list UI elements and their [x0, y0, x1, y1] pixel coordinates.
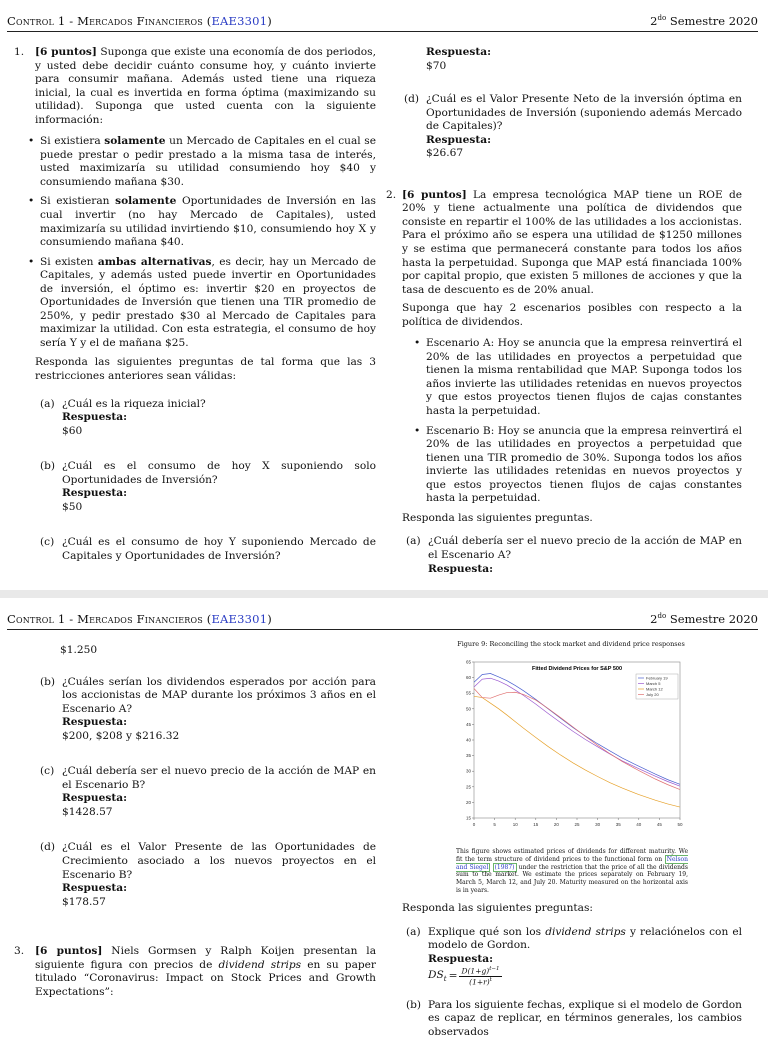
answer-value: $60	[62, 424, 83, 437]
sub-question-c: (c) ¿Cuál es el consumo de hoy Y suponiendo Mercado de Capitales y Oportunidades de Inversión?	[40, 536, 376, 562]
course-title: Control 1 - Mercados Financieros (EAE3301)	[7, 14, 272, 28]
y-tick-label: 35	[465, 753, 471, 759]
y-tick-label: 50	[465, 706, 471, 712]
y-tick-label: 40	[465, 737, 471, 743]
assumption-list	[28, 135, 376, 350]
figure-caption: Figure 9: Reconciling the stock market and dividend price responses	[457, 640, 685, 648]
x-tick-label: 40	[636, 822, 642, 827]
answer-value: $200, $208 y $216.32	[62, 729, 180, 742]
legend-label: February 19	[646, 675, 668, 681]
sub-question-b: (b) Para los siguiente fechas, explique si el modelo de Gordon es capaz de replicar, en términos generales, los cambios observados	[406, 998, 742, 1038]
answer-value: $70	[426, 59, 447, 72]
question-number: 2.	[386, 188, 397, 201]
y-tick-label: 15	[465, 815, 471, 821]
x-tick-label: 30	[595, 822, 601, 827]
instructions: Responda las siguientes preguntas de tal forma que las 3 restricciones anteriores sean válidas:	[35, 356, 376, 383]
y-tick-label: 55	[465, 690, 471, 696]
right-column-2	[386, 902, 742, 1039]
answer-value: $50	[62, 500, 83, 513]
sub-question-d: (d) ¿Cuál es el Valor Presente de las Oportunidades de Crecimiento asociado a los nuevos proyectos en el Escenario B? Respuesta: $178.57	[40, 841, 376, 908]
question-intro: [6 puntos] La empresa tecnológica MAP tiene un ROE de 20% y tiene actualmente una política de dividendos que consiste en repartir el 100% de las utilidades a los accionistas. Para el próximo año se espera una utilidad de $1250 millones y se estima que permanecerá constante para todos los años hasta la perpetuidad. Suponga que MAP está financiada 100% por capital propio, que existen 5 millones de acciones y que la tasa de descuento es de 20% anual.	[402, 188, 742, 296]
sub-question-b: (b) ¿Cuál es el consumo de hoy X suponiendo solo Oportunidades de Inversión? Respuesta: $50	[40, 460, 376, 513]
y-tick-label: 65	[465, 659, 471, 665]
semester-label: $2^{do}$ Semestre 2020	[650, 14, 758, 28]
dividend-prices-chart	[452, 654, 688, 832]
list-item: • Si existieran solamente Oportunidades de Inversión en las cual invertir (no hay Mercado de Capitales), usted maximizaría su utilidad invirtiendo $10, consumiendo hoy X y consumiendo mañana $40.	[28, 195, 376, 249]
legend-label: March 5	[646, 681, 661, 686]
list-item: • Escenario B: Hoy se anuncia que la empresa reinvertirá el 20% de las utilidades en proyectos a perpetuidad que tienen una TIR promedio de 30%. Suponga todos los años invierte las utilidades retenidas en nuevos proyectos y que estos proyectos tienen flujos de cajas constantes hasta la perpetuidad.	[414, 425, 742, 506]
page-2	[0, 598, 768, 1038]
x-tick-label: 20	[553, 822, 559, 827]
citation-link[interactable]: Nelson and Siegel	[456, 855, 688, 871]
list-item: • Si existiera solamente un Mercado de Capitales en el cual se puede prestar o pedir prestado a la misma tasa de interés, usted maximizaría su utilidad consumiendo hoy $40 y consumiendo mañana $30.	[28, 135, 376, 189]
y-tick-label: 25	[465, 784, 471, 790]
x-tick-label: 15	[533, 822, 539, 827]
scenario-list	[414, 337, 742, 506]
x-tick-label: 45	[656, 822, 662, 827]
legend-label: March 12	[646, 686, 663, 692]
sub-question-a: (a) ¿Cuál debería ser el nuevo precio de la acción de MAP en el Escenario A? Respuesta:	[406, 535, 742, 575]
question-number: 1.	[14, 46, 25, 58]
sub-question-a: (a) ¿Cuál es la riqueza inicial? Respuesta: $60	[40, 398, 376, 439]
sub-question-a: (a) Explique qué son los dividend strips y relaciónelos con el modelo de Gordon. Respuesta: $DS_t$ = $\frac{D(1+g)^{t-1}}{(1+r)^t}$	[406, 925, 743, 987]
answer-value: $178.57	[62, 895, 106, 908]
course-code-link[interactable]: EAE3301	[211, 14, 268, 28]
semester-label: $2^{do}$ Semestre 2020	[650, 612, 758, 626]
question-intro: [6 puntos] Suponga que existe una economía de dos periodos, y usted debe decidir cuánto consume hoy, y cuánto invierte para consumir mañana. Además usted tiene una riqueza inicial, la cual es invertida en forma óptima (maximizando su utilidad). Suponga que usted cuenta con la siguiente información:	[35, 46, 376, 126]
page-header	[7, 612, 758, 630]
question-intro: [6 puntos] Niels Gormsen y Ralph Koijen presentan la siguiente figura con precios de dividend strips en su paper titulado “Coronavirus: Impact on Stock Prices and Growth Expectations”:	[35, 945, 377, 998]
answer-value: $1428.57	[62, 805, 113, 818]
course-code-link[interactable]: EAE3301	[211, 612, 268, 626]
left-column-2	[14, 644, 376, 999]
right-column-1	[386, 46, 742, 576]
x-tick-label: 50	[677, 822, 683, 827]
figure	[456, 640, 686, 648]
chart-title: Fitted Dividend Prices for S&P 500	[531, 666, 623, 672]
citation-year-link[interactable]: (1987)	[494, 863, 515, 871]
page-header	[7, 14, 758, 32]
answer-value: $26.67	[426, 147, 464, 160]
x-tick-label: 25	[574, 822, 580, 827]
instructions: Responda las siguientes preguntas:	[402, 902, 593, 914]
answer-c-continued: Respuesta: $70	[426, 46, 742, 73]
sub-question-b: (b) ¿Cuáles serían los dividendos esperados por acción para los accionistas de MAP durante los próximos 3 años en el Escenario A? Respuesta: $200, $208 y $216.32	[40, 675, 376, 742]
list-item: • Escenario A: Hoy se anuncia que la empresa reinvertirá el 20% de las utilidades en proyectos a perpetuidad que tienen la misma rentabilidad que MAP. Suponga todos los años invierte las utilidades retenidas en nuevos proyectos y que estos proyectos tienen flujos de cajas constantes hasta la perpetuidad.	[414, 337, 742, 418]
instructions: Responda las siguientes preguntas.	[402, 511, 593, 524]
formula: $DS_t$ = $\frac{D(1+g)^{t-1}}{(1+r)^t}$	[428, 966, 500, 987]
figure-note: This figure shows estimated prices of dividends for different maturity. We fit the term structure of dividend prices to the functional form on Nelson and Siegel (1987) under the restriction that the price of all the dividends sum to the market. We estimate the prices separately on February 19, March 5, March 12, and July 20. Maturity measured on the horizontal axis is in years.	[456, 848, 688, 894]
question-3	[14, 945, 376, 999]
course-title: Control 1 - Mercados Financieros (EAE3301)	[7, 612, 272, 626]
sub-question-d: (d) ¿Cuál es el Valor Presente Neto de la inversión óptima en Oportunidades de Inversión (suponiendo además Mercado de Capitales)? Respuesta: $26.67	[404, 93, 742, 160]
y-tick-label: 60	[465, 675, 471, 681]
y-tick-label: 20	[465, 799, 471, 805]
legend-label: July 20	[646, 692, 659, 697]
y-tick-label: 45	[465, 721, 471, 727]
sub-question-c: (c) ¿Cuál debería ser el nuevo precio de la acción de MAP en el Escenario B? Respuesta: $1428.57	[40, 765, 376, 818]
x-tick-label: 0	[472, 822, 476, 827]
question-2	[386, 189, 742, 576]
y-tick-label: 30	[465, 768, 471, 774]
answer-value: $1.250	[60, 644, 98, 656]
x-tick-label: 10	[512, 822, 518, 827]
question-1	[14, 46, 376, 564]
paragraph: Suponga que hay 2 escenarios posibles con respecto a la política de dividendos.	[402, 302, 742, 328]
list-item: • Si existen ambas alternativas, es decir, hay un Mercado de Capitales, y además usted puede invertir en Oportunidades de inversión, el óptimo es: invertir $20 en proyectos de Oportunidades de Inversión que tienen una TIR promedio de 250%, y pedir prestado $30 al Mercado de Capitales para maximizar la utilidad. Con esta estrategia, el consumo de hoy sería Y y el de mañana $25.	[28, 256, 376, 351]
x-tick-label: 35	[615, 822, 621, 827]
x-tick-label: 5	[493, 822, 496, 827]
question-number: 3.	[14, 945, 25, 958]
page-separator	[0, 590, 768, 598]
